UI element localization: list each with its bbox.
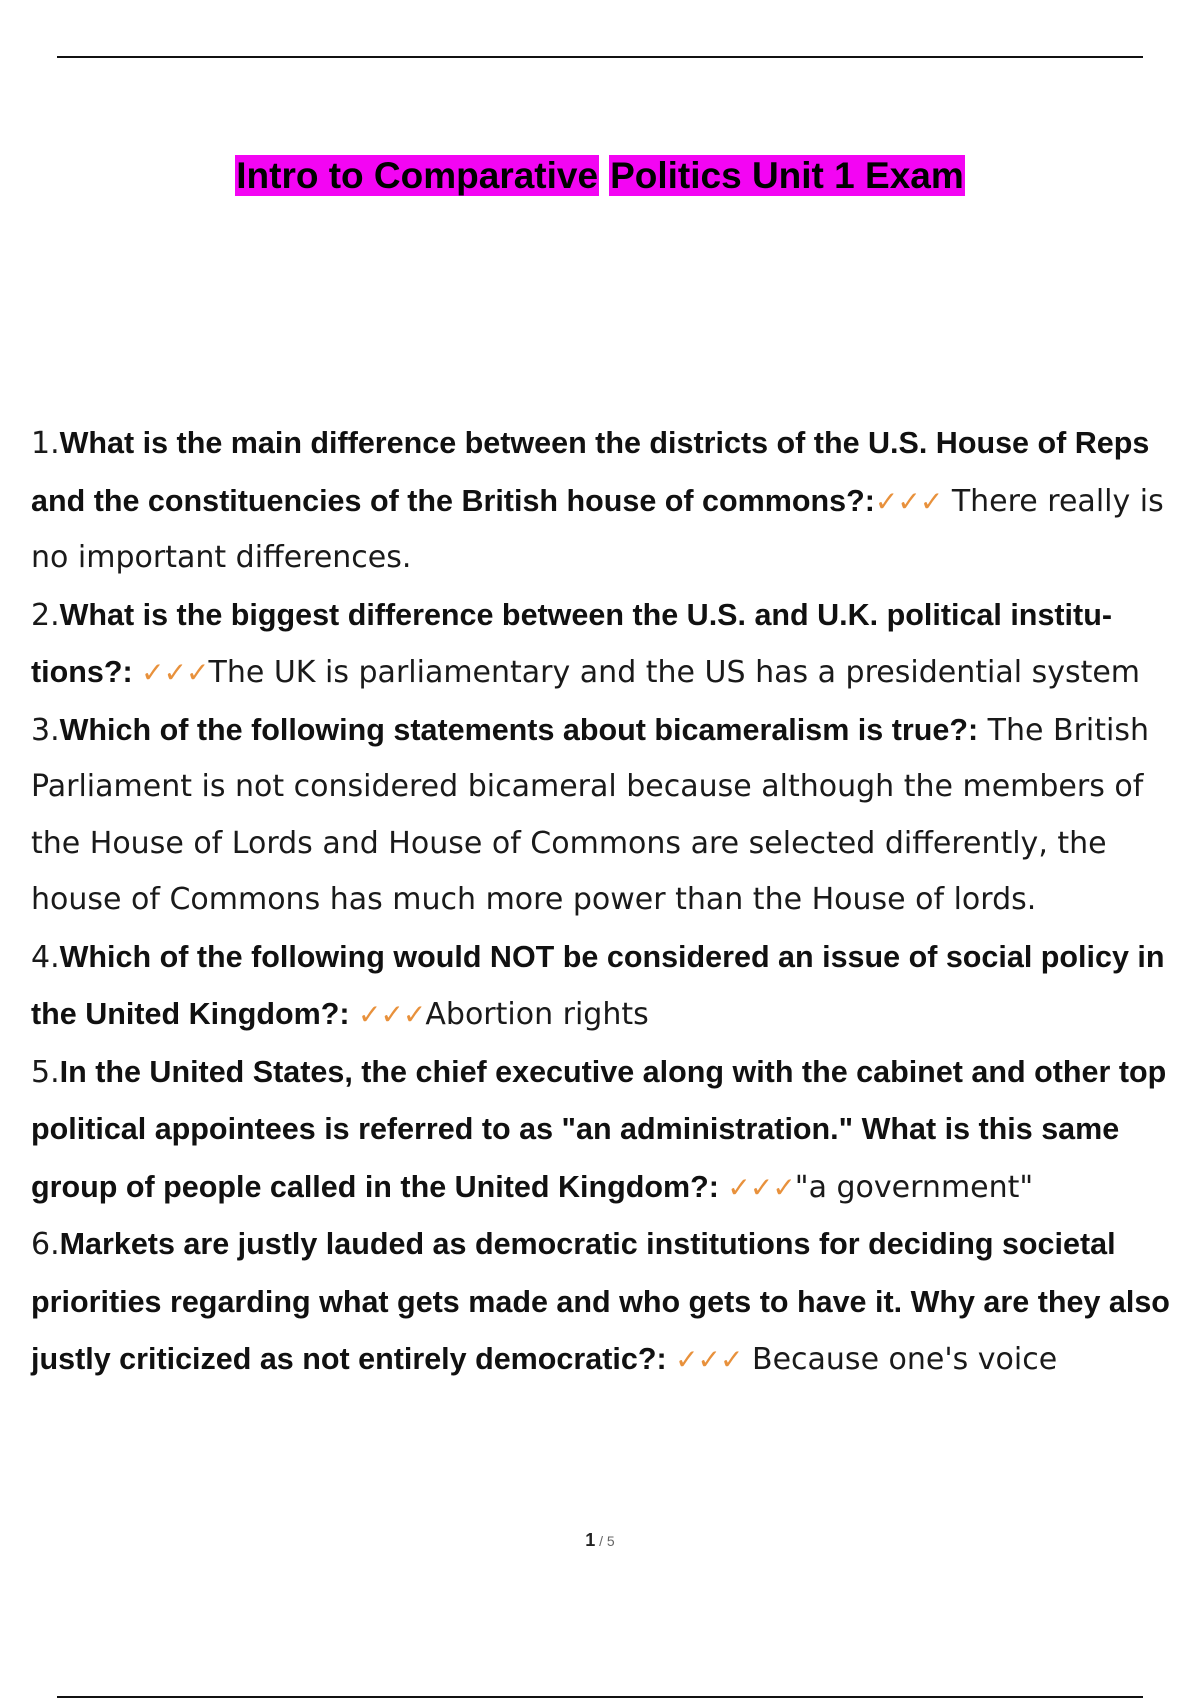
title-part-2: Politics Unit 1 Exam <box>610 155 964 196</box>
qa-item-2 <box>31 587 1196 702</box>
answer-text: There really is no important differences. <box>31 483 1164 575</box>
qa-item-1 <box>31 415 1196 587</box>
answer-text: The British Parliament is not considered bicameral because although the members of the House of Lords and House of Commons are selected differently, the house of Commons has much more power than the House of lords. <box>31 712 1149 917</box>
qa-item-6 <box>31 1216 1196 1389</box>
answer-text: The UK is parliamentary and the US has a presidential system <box>208 655 1141 690</box>
question-text: Which of the following statements about bicameralism is true?: <box>59 712 979 747</box>
question-text: In the United States, the chief executive along with the cabinet and other top political appointees is referred to as "an administration." What is this same group of people called in the United Kingdom?: <box>31 1054 1167 1204</box>
checkmarks-icon: ✓✓✓ <box>727 1170 795 1204</box>
checkmarks-icon: ✓✓✓ <box>874 484 943 518</box>
answer-text: Abortion rights <box>425 997 649 1032</box>
question-text: Markets are justly lauded as democratic institutions for deciding societal priorities regarding what gets made and who gets to have it. Why are they also justly criticized as not entirely democratic?: <box>31 1227 1170 1376</box>
answer-text: Because one's voice <box>742 1342 1058 1377</box>
top-rule <box>57 56 1143 58</box>
qa-list <box>31 415 1196 1389</box>
total-pages: / 5 <box>595 1533 615 1549</box>
checkmarks-icon: ✓✓✓ <box>357 998 426 1031</box>
item-number: 5. <box>31 1054 60 1090</box>
answer-text: "a government" <box>794 1169 1034 1205</box>
question-text: What is the biggest difference between the U.S. and U.K. political institu- tions?: <box>31 597 1112 689</box>
checkmarks-icon: ✓✓✓ <box>675 1343 743 1376</box>
item-number: 4. <box>31 939 60 975</box>
item-number: 3. <box>31 712 60 748</box>
qa-item-4 <box>31 929 1196 1044</box>
title-part-1: Intro to Comparative <box>236 155 599 196</box>
question-text: Which of the following would NOT be considered an issue of social policy in the United Kingdom?: <box>31 939 1165 1031</box>
current-page-number: 1 <box>585 1530 596 1550</box>
question-text: What is the main difference between the districts of the U.S. House of Reps and the constituencies of the British house of commons?: <box>31 426 1150 518</box>
item-number: 1. <box>31 426 60 461</box>
document-title <box>0 152 1200 200</box>
item-number: 2. <box>31 597 60 633</box>
qa-item-3 <box>31 702 1196 929</box>
bottom-rule <box>57 1696 1143 1698</box>
checkmarks-icon: ✓✓✓ <box>141 656 209 689</box>
qa-item-5 <box>31 1044 1196 1217</box>
item-number: 6. <box>31 1227 60 1262</box>
page-indicator <box>0 1530 1200 1551</box>
